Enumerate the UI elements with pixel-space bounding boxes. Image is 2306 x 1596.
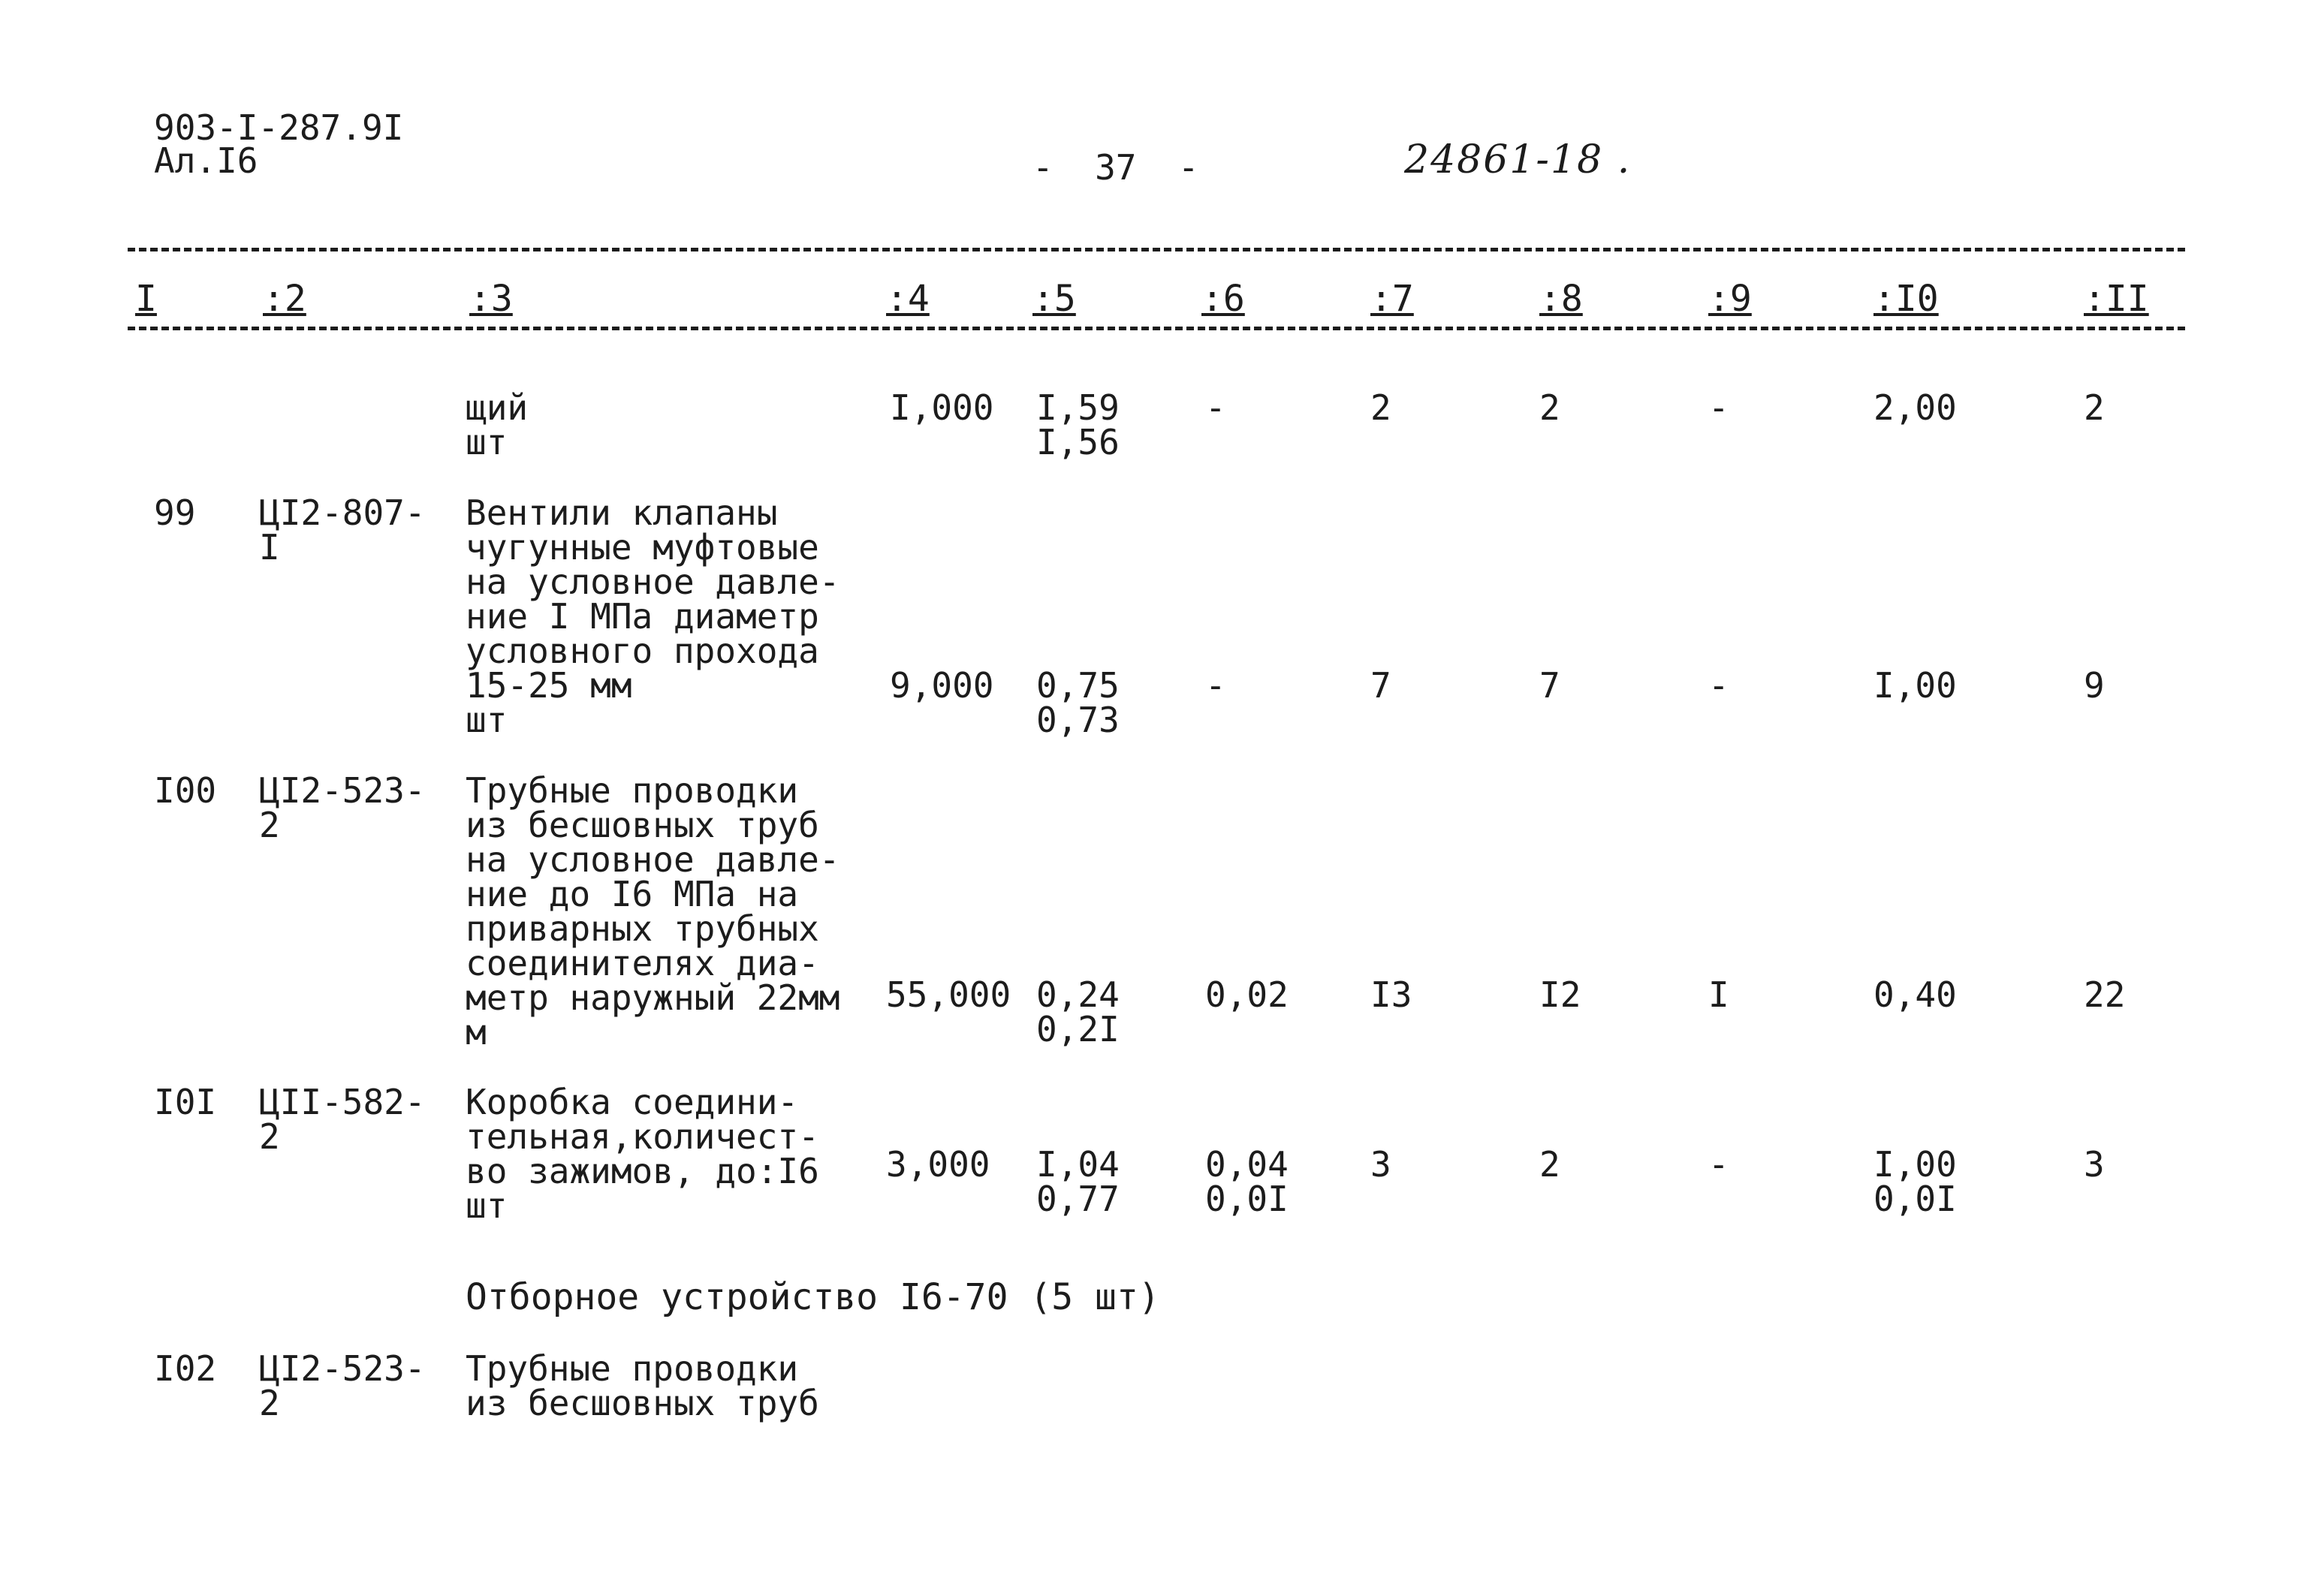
row-col-9: - bbox=[1708, 665, 1729, 706]
row-col-9: - bbox=[1708, 387, 1729, 428]
row-col-8: 2 bbox=[1539, 1144, 1560, 1185]
table-header-rule bbox=[128, 327, 2185, 330]
column-number-3: :3 bbox=[469, 278, 513, 320]
row-col-5: I,04 0,77 bbox=[1036, 1144, 1120, 1219]
row-col-7: 3 bbox=[1370, 1144, 1391, 1185]
row-number: I00 bbox=[154, 770, 217, 811]
row-col-10: I,00 0,0I bbox=[1873, 1144, 1957, 1219]
row-code: ЦI2-807- I bbox=[259, 492, 426, 568]
section-note: Отборное устройство I6-70 (5 шт) bbox=[466, 1276, 1160, 1318]
row-col-7: I3 bbox=[1370, 974, 1412, 1015]
row-col-10: I,00 bbox=[1873, 665, 1957, 706]
row-code: ЦI2-523- 2 bbox=[259, 770, 426, 845]
row-number: 99 bbox=[154, 492, 196, 533]
row-col-8: 2 bbox=[1539, 387, 1560, 428]
column-number-1: I bbox=[135, 278, 157, 320]
inventory-number: 24861-18 . bbox=[1404, 137, 1632, 182]
row-col-9: I bbox=[1708, 974, 1729, 1015]
row-description: Трубные проводки из бесшовных труб на условное давле- ние до I6 МПа на приварных трубных соединителях диа- метр наружный 22мм м bbox=[466, 770, 840, 1052]
row-col-11: 2 bbox=[2084, 387, 2105, 428]
row-number: I0I bbox=[154, 1082, 217, 1122]
table-top-rule bbox=[128, 248, 2185, 251]
row-col-10: 2,00 bbox=[1873, 387, 1957, 428]
row-col-4: 55,000 bbox=[886, 974, 1011, 1015]
row-number: I02 bbox=[154, 1348, 217, 1389]
column-number-10: :I0 bbox=[1873, 278, 1939, 320]
row-col-5: 0,75 0,73 bbox=[1036, 665, 1120, 740]
row-col-11: 3 bbox=[2084, 1144, 2105, 1185]
row-col-8: I2 bbox=[1539, 974, 1581, 1015]
row-col-8: 7 bbox=[1539, 665, 1560, 706]
row-description: Коробка соедини- тельная,количест- во зажимов, до:I6 шт bbox=[466, 1082, 819, 1226]
row-col-4: I,000 bbox=[890, 387, 994, 428]
column-number-2: :2 bbox=[263, 278, 306, 320]
row-col-11: 22 bbox=[2084, 974, 2126, 1015]
column-number-8: :8 bbox=[1539, 278, 1583, 320]
row-col-5: I,59 I,56 bbox=[1036, 387, 1120, 462]
row-col-6: - bbox=[1205, 665, 1226, 706]
row-col-4: 3,000 bbox=[886, 1144, 990, 1185]
document-code: 903-I-287.9I Ал.I6 bbox=[154, 107, 404, 181]
row-col-10: 0,40 bbox=[1873, 974, 1957, 1015]
page-number: - 37 - bbox=[1032, 147, 1199, 188]
row-col-9: - bbox=[1708, 1144, 1729, 1185]
row-code: ЦII-582- 2 bbox=[259, 1082, 426, 1157]
row-col-6: 0,04 0,0I bbox=[1205, 1144, 1289, 1219]
row-col-6: - bbox=[1205, 387, 1226, 428]
row-col-7: 2 bbox=[1370, 387, 1391, 428]
row-col-6: 0,02 bbox=[1205, 974, 1289, 1015]
row-col-5: 0,24 0,2I bbox=[1036, 974, 1120, 1049]
row-col-7: 7 bbox=[1370, 665, 1391, 706]
row-code: ЦI2-523- 2 bbox=[259, 1348, 426, 1423]
column-number-6: :6 bbox=[1201, 278, 1245, 320]
column-number-5: :5 bbox=[1032, 278, 1076, 320]
row-description: щий шт bbox=[466, 387, 529, 462]
column-number-4: :4 bbox=[886, 278, 930, 320]
column-number-7: :7 bbox=[1370, 278, 1414, 320]
row-description: Вентили клапаны чугунные муфтовые на условное давле- ние I МПа диаметр условного прохода 15-25 мм шт bbox=[466, 492, 840, 740]
row-description: Трубные проводки из бесшовных труб bbox=[466, 1348, 819, 1423]
row-col-11: 9 bbox=[2084, 665, 2105, 706]
row-col-4: 9,000 bbox=[890, 665, 994, 706]
column-number-9: :9 bbox=[1708, 278, 1752, 320]
column-number-11: :II bbox=[2084, 278, 2149, 320]
